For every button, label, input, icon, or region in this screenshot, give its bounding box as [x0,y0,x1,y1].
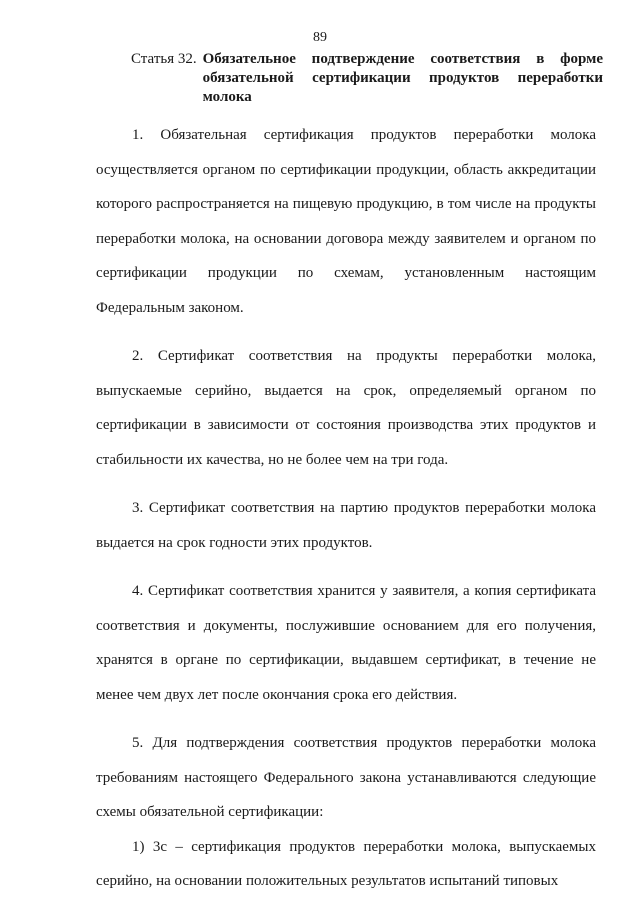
page-number: 89 [313,30,327,45]
article-label: Статья 32. [131,51,197,67]
paragraph-2: 2. Сертификат соответствия на продукты переработки молока, выпускаемые серийно, выдается на срок, определяемый органом по сертификации в зависимости от состояния производства этих продуктов и стабильности их качества, но не более чем на три года. [96,348,596,468]
article-body [96,118,596,913]
paragraph-5-item-1: 1) 3с – сертификация продуктов переработки молока, выпускаемых серийно, на основании положительных результатов испытаний типовых [96,838,596,889]
article-title: Обязательное подтверждение соответствия в форме обязательной сертификации продуктов переработки молока [202,51,603,105]
article-heading [131,50,603,107]
paragraph-1: 1. Обязательная сертификация продуктов переработки молока осуществляется органом по сертификации продукции, область аккредитации которого распространяется на пищевую продукцию, в том числе на продукты переработки молока, на основании договора между заявителем и органом по сертификации продукции по схемам, установленным настоящим Федеральным законом. [96,127,596,316]
paragraph-3: 3. Сертификат соответствия на партию продуктов переработки молока выдается на срок годности этих продуктов. [96,500,596,551]
paragraph-4: 4. Сертификат соответствия хранится у заявителя, а копия сертификата соответствия и документы, послужившие основанием для его получения, хранятся в органе по сертификации, выдавшем сертификат, в течение не менее чем двух лет после окончания срока его действия. [96,583,596,703]
paragraph-5: 5. Для подтверждения соответствия продуктов переработки молока требованиям настоящего Федерального закона устанавливаются следующие схемы обязательной сертификации: [96,735,596,820]
